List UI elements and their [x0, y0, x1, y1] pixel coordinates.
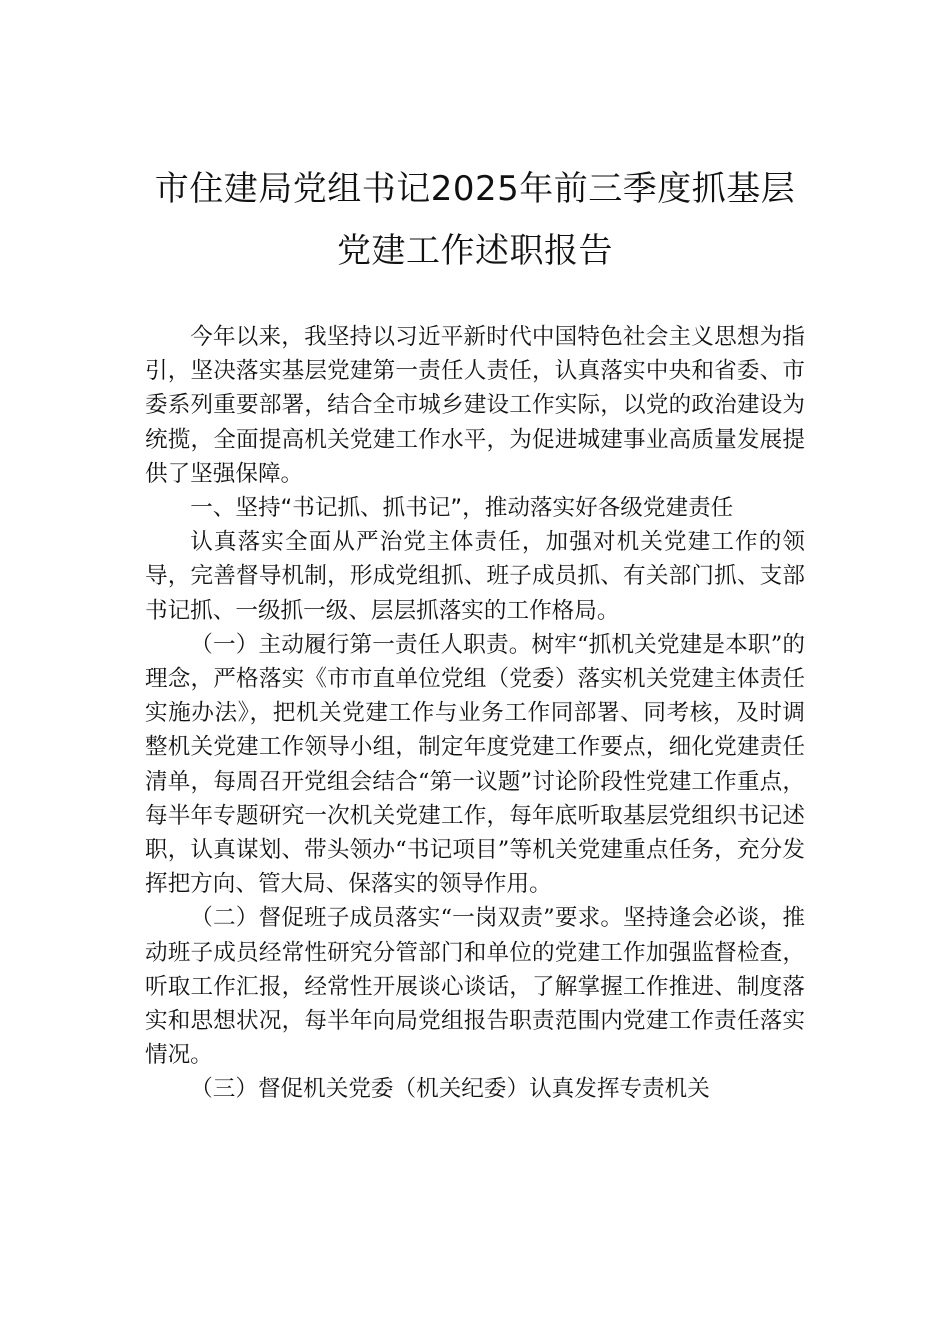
subsection-2-paragraph: （二）督促班子成员落实“一岗双责”要求。坚持逢会必谈，推动班子成员经常性研究分管部门和单位的党建工作加强监督检查，听取工作汇报，经常性开展谈心谈话，了解掌握工作推进、制度落实和思想状况，每半年向局党组报告职责范围内党建工作责任落实情况。: [145, 905, 805, 1069]
document-title: [120, 158, 830, 282]
section-heading-1: 一、坚持“书记抓、抓书记”，推动落实好各级党建责任: [190, 495, 734, 522]
subsection-3-paragraph: （三）督促机关党委（机关纪委）认真发挥专责机关: [190, 1076, 710, 1103]
title-line-1: 市住建局党组书记2025年前三季度抓基层: [154, 169, 796, 209]
title-line-2: 党建工作述职报告: [337, 231, 613, 271]
section-1-paragraph: 认真落实全面从严治党主体责任，加强对机关党建工作的领导，完善督导机制，形成党组抓、班子成员抓、有关部门抓、支部书记抓、一级抓一级、层层抓落实的工作格局。: [145, 529, 805, 624]
intro-paragraph: 今年以来，我坚持以习近平新时代中国特色社会主义思想为指引，坚决落实基层党建第一责任人责任，认真落实中央和省委、市委系列重要部署，结合全市城乡建设工作实际，以党的政治建设为统揽，全面提高机关党建工作水平，为促进城建事业高质量发展提供了坚强保障。: [145, 324, 805, 487]
subsection-1-paragraph: （一）主动履行第一责任人职责。树牢“抓机关党建是本职”的理念，严格落实《市市直单位党组（党委）落实机关党建主体责任实施办法》，把机关党建工作与业务工作同部署、同考核，及时调整机关党建工作领导小组，制定年度党建工作要点，细化党建责任清单，每周召开党组会结合“第一议题”讨论阶段性党建工作重点，每半年专题研究一次机关党建工作，每年底听取基层党组织书记述职，认真谋划、带头领办“书记项目”等机关党建重点任务，充分发挥把方向、管大局、保落实的领导作用。: [145, 631, 805, 898]
document-body: [145, 320, 805, 1107]
